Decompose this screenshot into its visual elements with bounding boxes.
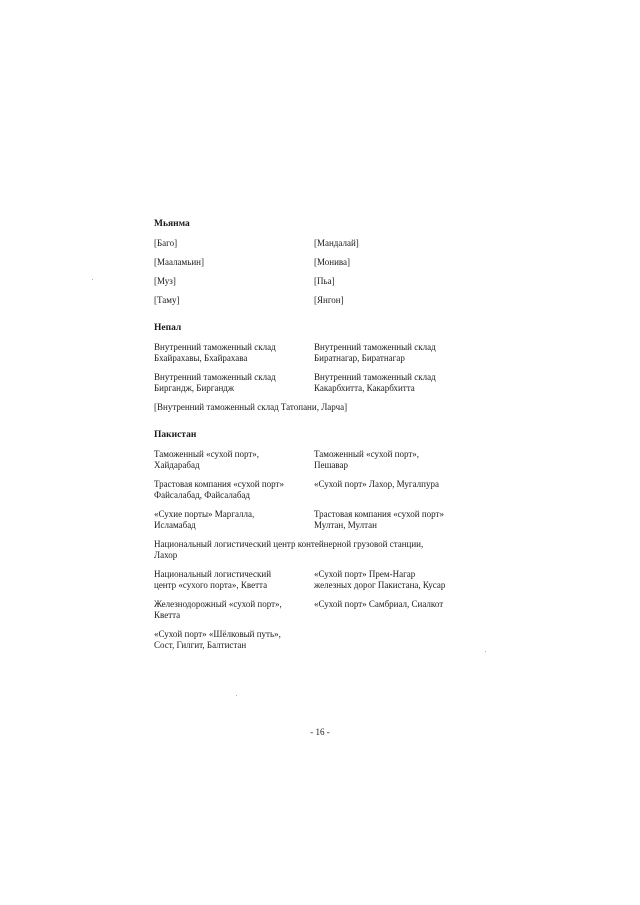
list-item: Трастовая компания «сухой порт» Мултан, Мултан (314, 509, 444, 530)
list-item: [Муз] (154, 276, 176, 286)
list-item: Внутренний таможенный склад Какарбхитта, Какарбхитта (314, 372, 436, 393)
page-number: - 16 - (310, 727, 330, 737)
list-item-full: Национальный логистический центр контейнерной грузовой станции, Лахор (154, 539, 424, 560)
list-item: Внутренний таможенный склад Биратнагар, Биратнагар (314, 342, 436, 363)
list-item: Железнодорожный «сухой порт», Кветта (154, 599, 282, 620)
list-item: Трастовая компания «сухой порт» Файсалабад, Файсалабад (154, 479, 284, 500)
list-item: Внутренний таможенный склад Биргандж, Биргандж (154, 372, 276, 393)
list-item: «Сухой порт» «Шёлковый путь», Сост, Гилгит, Балтистан (154, 629, 281, 650)
list-item: [Баго] (154, 238, 178, 248)
list-item: Национальный логистический центр «сухого порта», Кветта (154, 569, 272, 590)
list-item: [Мааламьин] (154, 257, 204, 267)
list-item: [Янгон] (314, 295, 344, 305)
list-item: [Монива] (314, 257, 351, 267)
list-item: [Пьа] (314, 276, 335, 286)
list-item: «Сухой порт» Лахор, Мугалпура (314, 479, 439, 489)
section-heading-myanmar: Мьянма (154, 219, 190, 229)
scan-speck (485, 651, 486, 652)
list-item-full: [Внутренний таможенный склад Татопани, Ларча] (154, 402, 348, 412)
list-item: Таможенный «сухой порт», Хайдарабад (154, 449, 260, 470)
nepal-list (154, 342, 474, 394)
section-heading-nepal: Непал (154, 323, 182, 333)
scan-speck (236, 695, 237, 696)
myanmar-list (154, 238, 474, 306)
pakistan-list-b (154, 569, 474, 651)
list-item: Внутренний таможенный склад Бхайрахавы, Бхайрахава (154, 342, 276, 363)
list-item: Таможенный «сухой порт», Пешавар (314, 449, 420, 470)
list-item: «Сухой порт» Самбриал, Сиалкот (314, 599, 444, 609)
section-heading-pakistan: Пакистан (154, 430, 197, 440)
pakistan-list-a (154, 449, 474, 531)
list-item: [Мандалай] (314, 238, 359, 248)
list-item: «Сухие порты» Маргалла, Исламабад (154, 509, 255, 530)
list-item: «Сухой порт» Прем-Нагар железных дорог Пакистана, Кусар (314, 569, 446, 590)
scan-speck (92, 279, 93, 280)
list-item: [Таму] (154, 295, 180, 305)
document-body (154, 219, 474, 651)
